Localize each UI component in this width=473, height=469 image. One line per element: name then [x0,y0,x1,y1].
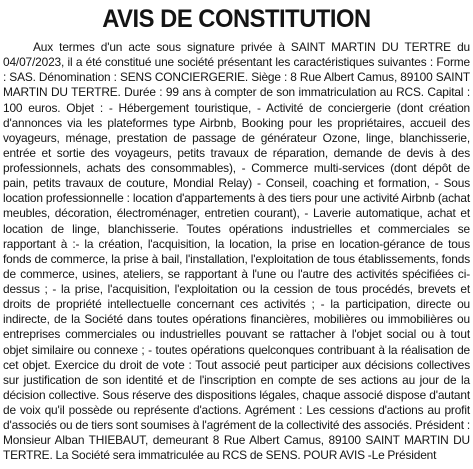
notice-body: Aux termes d'un acte sous signature privée à SAINT MARTIN DU TERTRE du 04/07/2023, il a été constitué une société présentant les caractéristiques suivantes : Forme : SAS. Dénomination : SENS CONCIERGERIE. Siège : 8 Rue Albert Camus, 89100 SAINT MARTIN DU TERTRE. Durée : 99 ans à compter de son immatriculation au RCS. Capital : 100 euros. Objet : - Hébergement touristique, - Activité de conciergerie (dont création d'annonces via les plateformes type Airbnb, Booking pour les propriétaires, accueil des voyageurs, ménage, prestation de passage de générateur Ozone, linge, blanchisserie, entrée et sortie des voyageurs, petits travaux de réparation, demande de devis à des professionnels, achats des consommables), - Commerce multi-services (dont dépôt de pain, petits travaux de couture, Mondial Relay) - Conseil, coaching et formation, - Sous location professionnelle : location d'appartements à des tiers pour une activité Airbnb (achat meubles, décoration, électroménager, entretien courant), - Laverie automatique, achat et location de linge, blanchisserie. Toutes opérations industrielles et commerciales se rapportant à :- la création, l'acquisition, la location, la prise en location-gérance de tous fonds de commerce, la prise à bail, l'installation, l'exploitation de tous établissements, fonds de commerce, usines, ateliers, se rapportant à l'une ou l'autre des activités spécifiées ci-dessus ; - la prise, l'acquisition, l'exploitation ou la cession de tous procédés, brevets et droits de propriété intellectuelle concernant ces activités ; - la participation, directe ou indirecte, de la Société dans toutes opérations financières, mobilières ou immobilières ou entreprises commerciales ou industrielles pouvant se rattacher à l'objet social ou à tout objet similaire ou connexe ; - toutes opérations quelconques contribuant à la réalisation de cet objet. Exercice du droit de vote : Tout associé peut participer aux décisions collectives sur justification de son identité et de l'inscription en compte de ses actions au jour de la décision collective. Sous réserve des dispositions légales, chaque associé dispose d'autant de voix qu'il possède ou représente d'actions. Agrément : Les cessions d'actions au profit d'associés ou de tiers sont soumises à l'agrément de la collectivité des associés. Président : Monsieur Alban THIEBAUT, demeurant 8 Rue Albert Camus, 89100 SAINT MARTIN DU TERTRE. La Société sera immatriculée au RCS de SENS. POUR AVIS -Le Président [3,40,470,463]
notice-title: AVIS DE CONSTITUTION [102,5,371,33]
